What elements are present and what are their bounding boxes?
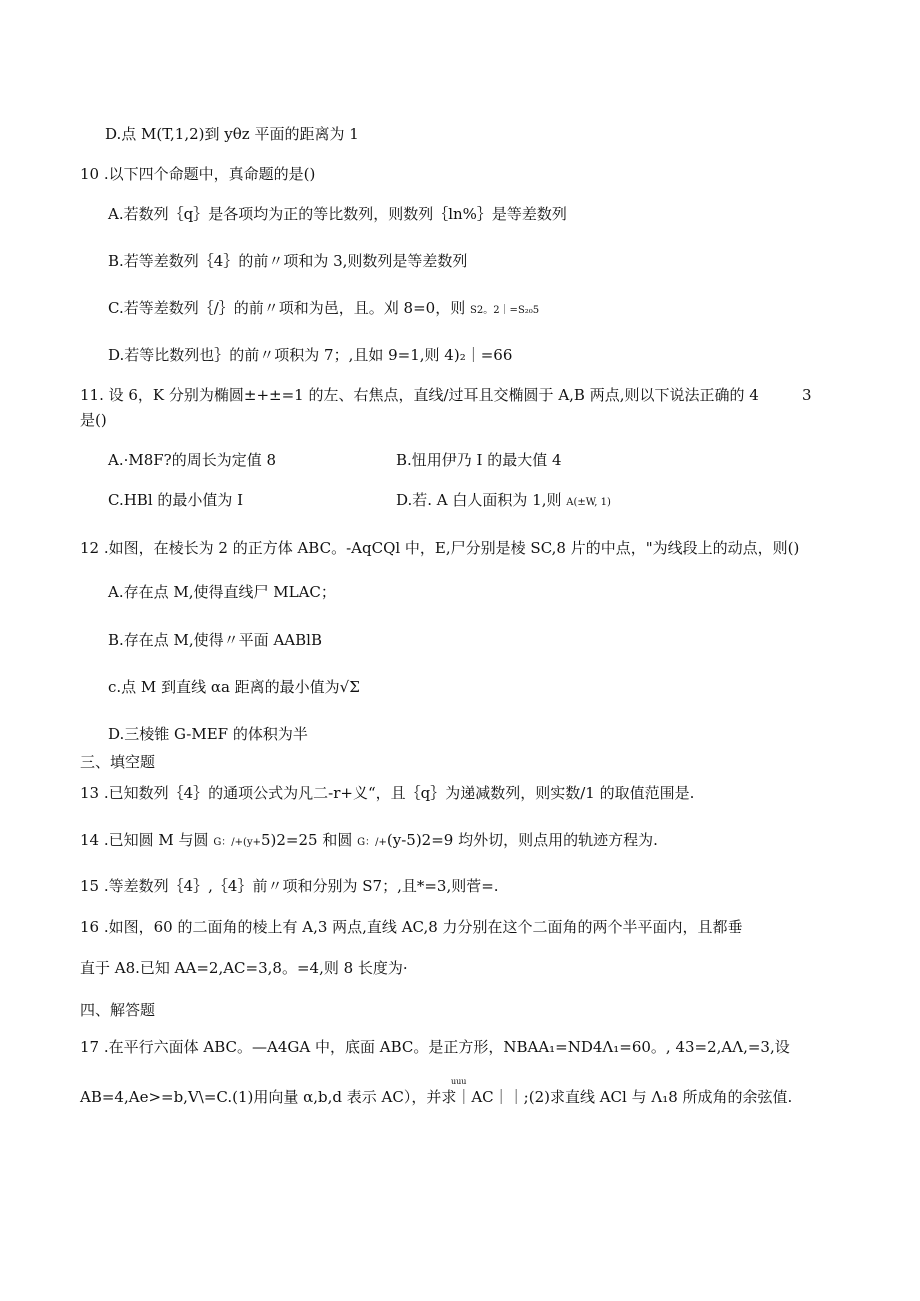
q11-option-d [396,490,611,513]
q12-option-a: A.存在点 M,使得直线尸 MLAC； [108,583,336,601]
q14-text-b: 5)2=25 和圆 [260,831,353,849]
q10-option-c-formula: S2。2｜=S₂₀5 [469,305,540,316]
q12-option-b: B.存在点 M,使得〃平面 AABlB [108,631,322,649]
q11-option-c: C.HBl 的最小值为 I [108,491,244,509]
q17-vector-accent: uuu [451,1077,467,1086]
q10-option-c [108,298,539,321]
q17-stem: 17 .在平行六面体 ABC。—A4GA 中，底面 ABC。是正方形，NBAA₁=ND4Λ₁=60。, 43=2,AΛ,=3,设 [80,1038,790,1056]
q11-stem: 11. 设 6，K 分别为椭圆±+±=1 的左、右焦点，直线/过耳且交椭圆于 A,B 两点,则以下说法正确的 4 [80,386,759,404]
q15-stem: 15 .等差数列｛4｝,｛4｝前〃项和分别为 S7；,且*=3,则菅=. [80,877,499,895]
q14-text-c: (y-5)2=9 均外切，则点用的轨迹方程为. [386,831,658,849]
q14-text-a: 14 .已知圆 M 与圆 [80,831,209,849]
q11-stem-cont: 是() [80,411,107,429]
q11-stem-number: 3 [802,386,812,404]
q14-formula-2: G：/+ [357,837,387,848]
q11-option-d-text: D.若. A 白人面积为 1,则 [396,491,562,509]
q14-stem [80,830,658,853]
q16-stem: 16 .如图，60 的二面角的棱上有 A,3 两点,直线 AC,8 力分别在这个二面角的两个半平面内，且都垂 [80,918,743,936]
q14-formula-1: G：/+(y+ [213,837,261,848]
q10-option-c-text: C.若等差数列｛/｝的前〃项和为邑，且。刈 8=0，则 [108,299,466,317]
q11-option-d-formula: A(±W, 1) [566,497,611,508]
q12-stem: 12 .如图，在棱长为 2 的正方体 ABC。-AqCQl 中，E,尸分别是棱 SC,8 片的中点，"为线段上的动点，则() [80,539,800,557]
q17-stem-cont: AB=4,Ae>=b,V\=C.(1)用向量 α,b,d 表示 AC），并求｜AC｜｜;(2)求直线 ACl 与 Λ₁8 所成角的余弦值. [80,1088,793,1106]
q10-option-d: D.若等比数列也｝的前〃项积为 7；,且如 9=1,则 4)₂｜=66 [108,346,513,364]
section-fill-in-blank: 三、填空题 [80,753,156,771]
section-answer-questions: 四、解答题 [80,1001,156,1019]
q16-stem-cont: 直于 A8.已知 AA=2,AC=3,8。=4,则 8 长度为· [80,959,408,977]
q13-stem: 13 .已知数列｛4｝的通项公式为凡二-r+义“，且｛q｝为递减数列，则实数/1 的取值范围是. [80,784,695,802]
q12-option-c: c.点 M 到直线 αa 距离的最小值为√Σ [108,678,360,696]
q10-option-a: A.若数列｛q｝是各项均为正的等比数列，则数列｛ln%｝是等差数列 [108,205,567,223]
q12-option-d: D.三棱锥 G-MEF 的体积为半 [108,725,308,743]
q11-option-b: B.忸用伊乃 I 的最大值 4 [396,451,562,469]
q10-option-b: B.若等差数列｛4｝的前〃项和为 3,则数列是等差数列 [108,252,468,270]
q11-option-a: A.·M8F?的周长为定值 8 [108,451,277,469]
q10-stem: 10 .以下四个命题中，真命题的是() [80,165,316,183]
q9-option-d: D.点 M(T,1,2)到 yθz 平面的距离为 1 [105,125,359,143]
